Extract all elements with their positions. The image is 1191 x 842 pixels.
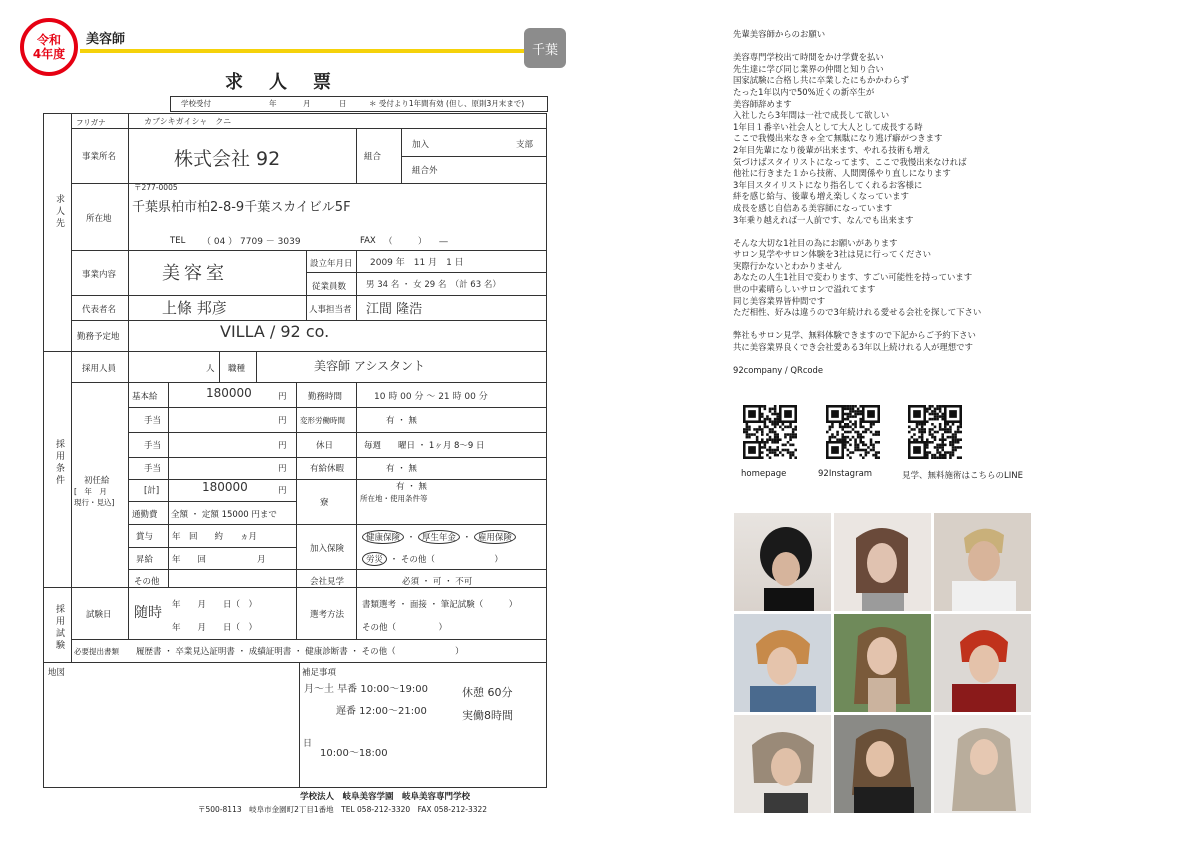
fax-value: （ ） ―	[384, 237, 448, 247]
hours-label: 勤務時間	[308, 392, 343, 402]
ins-employment: 雇用保険	[474, 530, 516, 544]
tel-label: TEL	[170, 236, 186, 246]
header-rule	[80, 49, 530, 53]
section-terms: 採用条件	[54, 439, 64, 487]
visit-value: 必須 ・ 可 ・ 不可	[402, 577, 473, 587]
hires-unit: 人	[206, 364, 215, 374]
starting-pay-sub2: 現行・見込]	[74, 498, 115, 507]
insurance-label: 加入保険	[310, 544, 345, 554]
starting-pay-sub1: [ 年 月	[74, 487, 107, 496]
postal-value: 〒277-0005	[134, 183, 178, 192]
employees-value: 男 34 名 ・ 女 29 名 （計 63 名）	[366, 280, 501, 290]
business-label: 事業内容	[82, 270, 117, 280]
message-line: そんな大切な1社目の為にお願いがあります	[733, 237, 898, 248]
bonus-label: 賞与	[136, 532, 154, 542]
era-line1: 令和	[36, 33, 61, 47]
map-label: 地図	[48, 668, 66, 678]
base-pay-label: 基本給	[132, 392, 158, 402]
flex-label: 変形労働時間	[300, 416, 345, 425]
homepage-qr-icon[interactable]	[743, 405, 797, 459]
receipt-month: 月	[303, 99, 311, 108]
total-label: [計]	[144, 486, 160, 496]
method-other: その他（ ）	[362, 623, 448, 633]
message-block-3	[733, 330, 1033, 353]
furigana-value: カブシキガイシャ クニ	[144, 117, 232, 126]
message-line: あなたの人生1社目で変わります、すごい可能性を持っています	[733, 272, 973, 283]
ins-other: ・ その他（ ）	[389, 555, 503, 565]
yen-5: 円	[278, 486, 287, 496]
hair-photo-9	[934, 715, 1031, 813]
notes-line2b: 実働8時間	[462, 709, 513, 722]
notes-line1: 月〜土 早番 10:00〜19:00	[304, 684, 428, 695]
message-line: 気づけばスタイリストになってます、ここで我慢出来なければ	[733, 156, 967, 167]
notes-line1b: 休憩 60分	[462, 686, 513, 699]
furigana-label: フリガナ	[76, 118, 106, 127]
rep-value: 上條 邦彦	[162, 299, 227, 317]
hair-photo-3	[934, 513, 1031, 611]
message-line: 入社したら3年間は一社で成長して欲しい	[733, 110, 890, 121]
company-name-label: 事業所名	[82, 152, 117, 162]
yen-1: 円	[278, 392, 287, 402]
section-company: 求人先	[54, 194, 64, 230]
address-label: 所在地	[86, 214, 112, 224]
fax-label: FAX	[360, 236, 376, 246]
position-value: 美容師 アシスタント	[314, 359, 425, 373]
qr-label-instagram: 92Instagram	[818, 469, 873, 479]
paid-leave-label: 有給休暇	[310, 464, 345, 474]
notes-line2: 遅番 12:00〜21:00	[336, 706, 427, 717]
receipt-year: 年	[269, 99, 277, 108]
hair-photo-5	[834, 614, 931, 712]
dorm-value: 有 ・ 無	[396, 482, 427, 492]
exam-date-value: 随時	[134, 605, 162, 621]
hair-photo-7	[734, 715, 831, 813]
business-value: 美容室	[162, 263, 228, 284]
message-block-1	[733, 52, 1033, 226]
union-branch: 支部	[516, 140, 534, 150]
message-line: 他社に行きまた１から技術、人間関係やり直しになります	[733, 168, 951, 179]
qr-label-line: 見学、無料施術はこちらのLINE	[902, 471, 1023, 481]
receipt-day: 日	[339, 99, 347, 108]
hr-value: 江間 隆浩	[366, 302, 423, 317]
message-line: 同じ美容業界皆仲間です	[733, 295, 826, 306]
footer-address: 〒500-8113 岐阜市金園町2丁目1番地 TEL 058-212-3320 FAX 058-212-3322	[198, 805, 488, 814]
yen-2: 円	[278, 416, 287, 426]
commute-value: 全額 ・ 定額 15000 円まで	[171, 510, 277, 520]
message-line: 美容専門学校出て時間をかけ学費を払い	[733, 52, 884, 63]
dorm-label: 寮	[320, 498, 329, 508]
raise-value: 年 回 月	[172, 555, 266, 565]
hair-photo-1	[734, 513, 831, 611]
yen-3: 円	[278, 441, 287, 451]
hair-photo-8	[834, 715, 931, 813]
exam-date-line-2: 年 月 日（ ）	[172, 623, 258, 633]
ins-labor: 労災	[362, 552, 387, 566]
paid-leave-value: 有 ・ 無	[386, 464, 417, 474]
notes-line3: 日	[303, 739, 313, 749]
notes-label: 補足事項	[302, 668, 337, 678]
docs-label: 必要提出書類	[74, 647, 119, 656]
tel-value: （ 04 ） 7709 － 3039	[202, 237, 301, 247]
message-line: 1年目１番辛い社会人として大人として成長する時	[733, 121, 923, 132]
hires-label: 採用人員	[82, 364, 117, 374]
rep-label: 代表者名	[82, 305, 117, 315]
union-out: 組合外	[412, 166, 438, 176]
notes-line4: 10:00〜18:00	[320, 748, 388, 759]
message-line: 3年目スタイリストになり指名してくれるお客様に	[733, 179, 923, 190]
message-line: たった1年以内で50%近くの新卒生が	[733, 86, 875, 97]
workplace-value: VILLA / 92 co.	[220, 322, 330, 341]
yen-4: 円	[278, 464, 287, 474]
message-line: 国家試験に合格し共に卒業したにもかかわらず	[733, 75, 909, 86]
bonus-value: 年 回 約 ヵ月	[172, 532, 258, 542]
union-in: 加入	[412, 140, 430, 150]
exam-date-line-1: 年 月 日（ ）	[172, 600, 258, 610]
holiday-value: 毎週 曜日 ・ 1ヶ月 8〜9 日	[364, 441, 485, 451]
qr-heading: 92company / QRcode	[733, 365, 824, 376]
hair-photo-6	[934, 614, 1031, 712]
hair-photo-2	[834, 513, 931, 611]
instagram-qr-icon[interactable]	[826, 405, 880, 459]
hr-label: 人事担当者	[309, 305, 352, 315]
message-title: 先輩美容師からのお願い	[733, 29, 826, 39]
message-line: 先生達に学び同じ業界の仲間と知り合い	[733, 63, 884, 74]
company-name-value: 株式会社 92	[174, 148, 281, 170]
message-line: 絆を感じ給与、後輩も増え楽しくなっています	[733, 191, 909, 202]
base-pay-value: 180000	[206, 386, 252, 400]
prefecture-tab: 千葉	[524, 28, 566, 68]
job-title: 美容師	[86, 32, 126, 47]
message-line: 世の中素晴らしいサロンで溢れてます	[733, 284, 876, 295]
visit-label: 会社見学	[310, 577, 345, 587]
holiday-label: 休日	[316, 441, 334, 451]
allowance-2-label: 手当	[144, 441, 162, 451]
message-line: 3年乗り越えれば一人前です、なんでも出来ます	[733, 214, 914, 225]
message-line: ここで我慢出来なきゃ全て無駄になり逃げ癖がつきます	[733, 133, 943, 144]
message-block-2	[733, 238, 1033, 319]
qr-label-homepage: homepage	[741, 469, 787, 479]
raise-label: 昇給	[136, 555, 154, 565]
message-line: ただ相性、好みは違うので3年続けれる愛せる会社を探して下さい	[733, 307, 982, 318]
receipt-note: ＊ 受付より1年間有効 (但し、原則3月末まで)	[369, 99, 525, 108]
section-exam: 採用試験	[54, 604, 64, 652]
form-title: 求人票	[225, 72, 357, 93]
message-line: 成長を感じ自信ある美容師になっています	[733, 202, 893, 213]
message-line: 2年目先輩になり後輩が出来ます、やれる技術も増え	[733, 144, 931, 155]
ins-pension: 厚生年金	[418, 530, 460, 544]
message-line: 実際行かないとわかりません	[733, 260, 842, 271]
commute-label: 通勤費	[132, 510, 158, 520]
other-label: その他	[134, 577, 160, 587]
message-line: 美容師辞めます	[733, 98, 792, 109]
docs-value: 履歴書 ・ 卒業見込証明書 ・ 成績証明書 ・ 健康診断書 ・ その他（ ）	[136, 647, 464, 657]
founded-label: 設立年月日	[310, 259, 353, 269]
hair-photo-4	[734, 614, 831, 712]
message-line: 共に美容業界良くでき会社愛ある3年以上続けれる人が理想です	[733, 342, 973, 353]
era-badge	[20, 18, 78, 76]
workplace-label: 勤務予定地	[77, 332, 120, 342]
position-label: 職種	[228, 364, 246, 374]
method-label: 選考方法	[310, 610, 345, 620]
method-value: 書類選考 ・ 面接 ・ 筆記試験（ ）	[362, 600, 518, 610]
line-qr-icon[interactable]	[908, 405, 962, 459]
hours-value: 10 時 00 分 ～ 21 時 00 分	[374, 392, 488, 402]
allowance-3-label: 手当	[144, 464, 162, 474]
starting-pay-label: 初任給	[84, 476, 110, 486]
message-line: サロン見学やサロン体験を3社は見に行ってください	[733, 249, 931, 260]
dorm-note: 所在地・使用条件等	[360, 494, 428, 503]
message-line: 弊社もサロン見学、無料体験できますので下記からご予約下さい	[733, 330, 976, 341]
ins-health: 健康保険	[362, 530, 404, 544]
exam-date-label: 試験日	[86, 610, 112, 620]
allowance-1-label: 手当	[144, 416, 162, 426]
founded-value: 2009 年 11 月 1 日	[370, 258, 464, 268]
address-value: 千葉県柏市柏2-8-9千葉スカイビル5F	[132, 200, 351, 215]
union-label: 組合	[364, 152, 382, 162]
total-value: 180000	[202, 480, 248, 494]
era-line2: 4年度	[32, 47, 66, 61]
job-form: 求人先 採用条件 採用試験 フリガナ カブシキガイシャ クニ 事業所名 株式会社 92 組合 加入 支部 組合外 所在地 〒277-0005 千葉県柏市柏2-8-9千葉スカイビル5F TEL （ 04 ） 7709 － 3039 FAX （ ） ― 事業内容 美容室 設立年月日 2009 年 11 月 1 日 従業員数 男 34 名 ・ 女 29 名 （計 63 名） 代表者名 上條 邦彦 人事担当者 江間 隆浩 勤務予定地 VILLA / 92 co. 採用人員 人 職種 美容師 アシスタント 初任給 [ 年 月 現行・見込] 基本給 180000 円 手当 円 手当 円 手当 円 [計] 180000 円 通勤費 全額 ・ 定額 15000 円まで 賞与 年 回 約 ヵ月 昇給 年 回 月 その他 勤務時間 10 時 00 分 ～ 21 時 00 分 変形労働時間 有 ・ 無 休日 毎週 曜日 ・ 1ヶ月 8〜9 日 有給休暇 有 ・ 無 寮 有 ・ 無 所在地・使用条件等 加入保険 健康保険 ・ 厚生年金 ・ 雇用保険 労災 ・ その他（ ） 会社見学 必須 ・ 可 ・ 不可 試験日 随時 年 月 日（ ） 年 月 日（ ） 選考方法 書類選考 ・ 面接 ・ 筆記試験（ ） その他（ ） 必要提出書類 履歴書 ・ 卒業見込証明書 ・ 成績証明書 ・ 健康診断書 ・ その他（ ） 地図 補足事項 月〜土 早番 10:00〜19:00 休憩 60分 遅番 12:00〜21:00 実働8時間 日 10:00〜18:00	[43, 113, 547, 788]
flex-value: 有 ・ 無	[386, 416, 417, 426]
receipt-label: 学校受付	[181, 99, 211, 108]
employees-label: 従業員数	[312, 282, 347, 292]
senior-message	[733, 29, 1033, 377]
receipt-bar	[170, 96, 548, 112]
footer-school: 学校法人 岐阜美容学園 岐阜美容専門学校	[300, 792, 471, 802]
